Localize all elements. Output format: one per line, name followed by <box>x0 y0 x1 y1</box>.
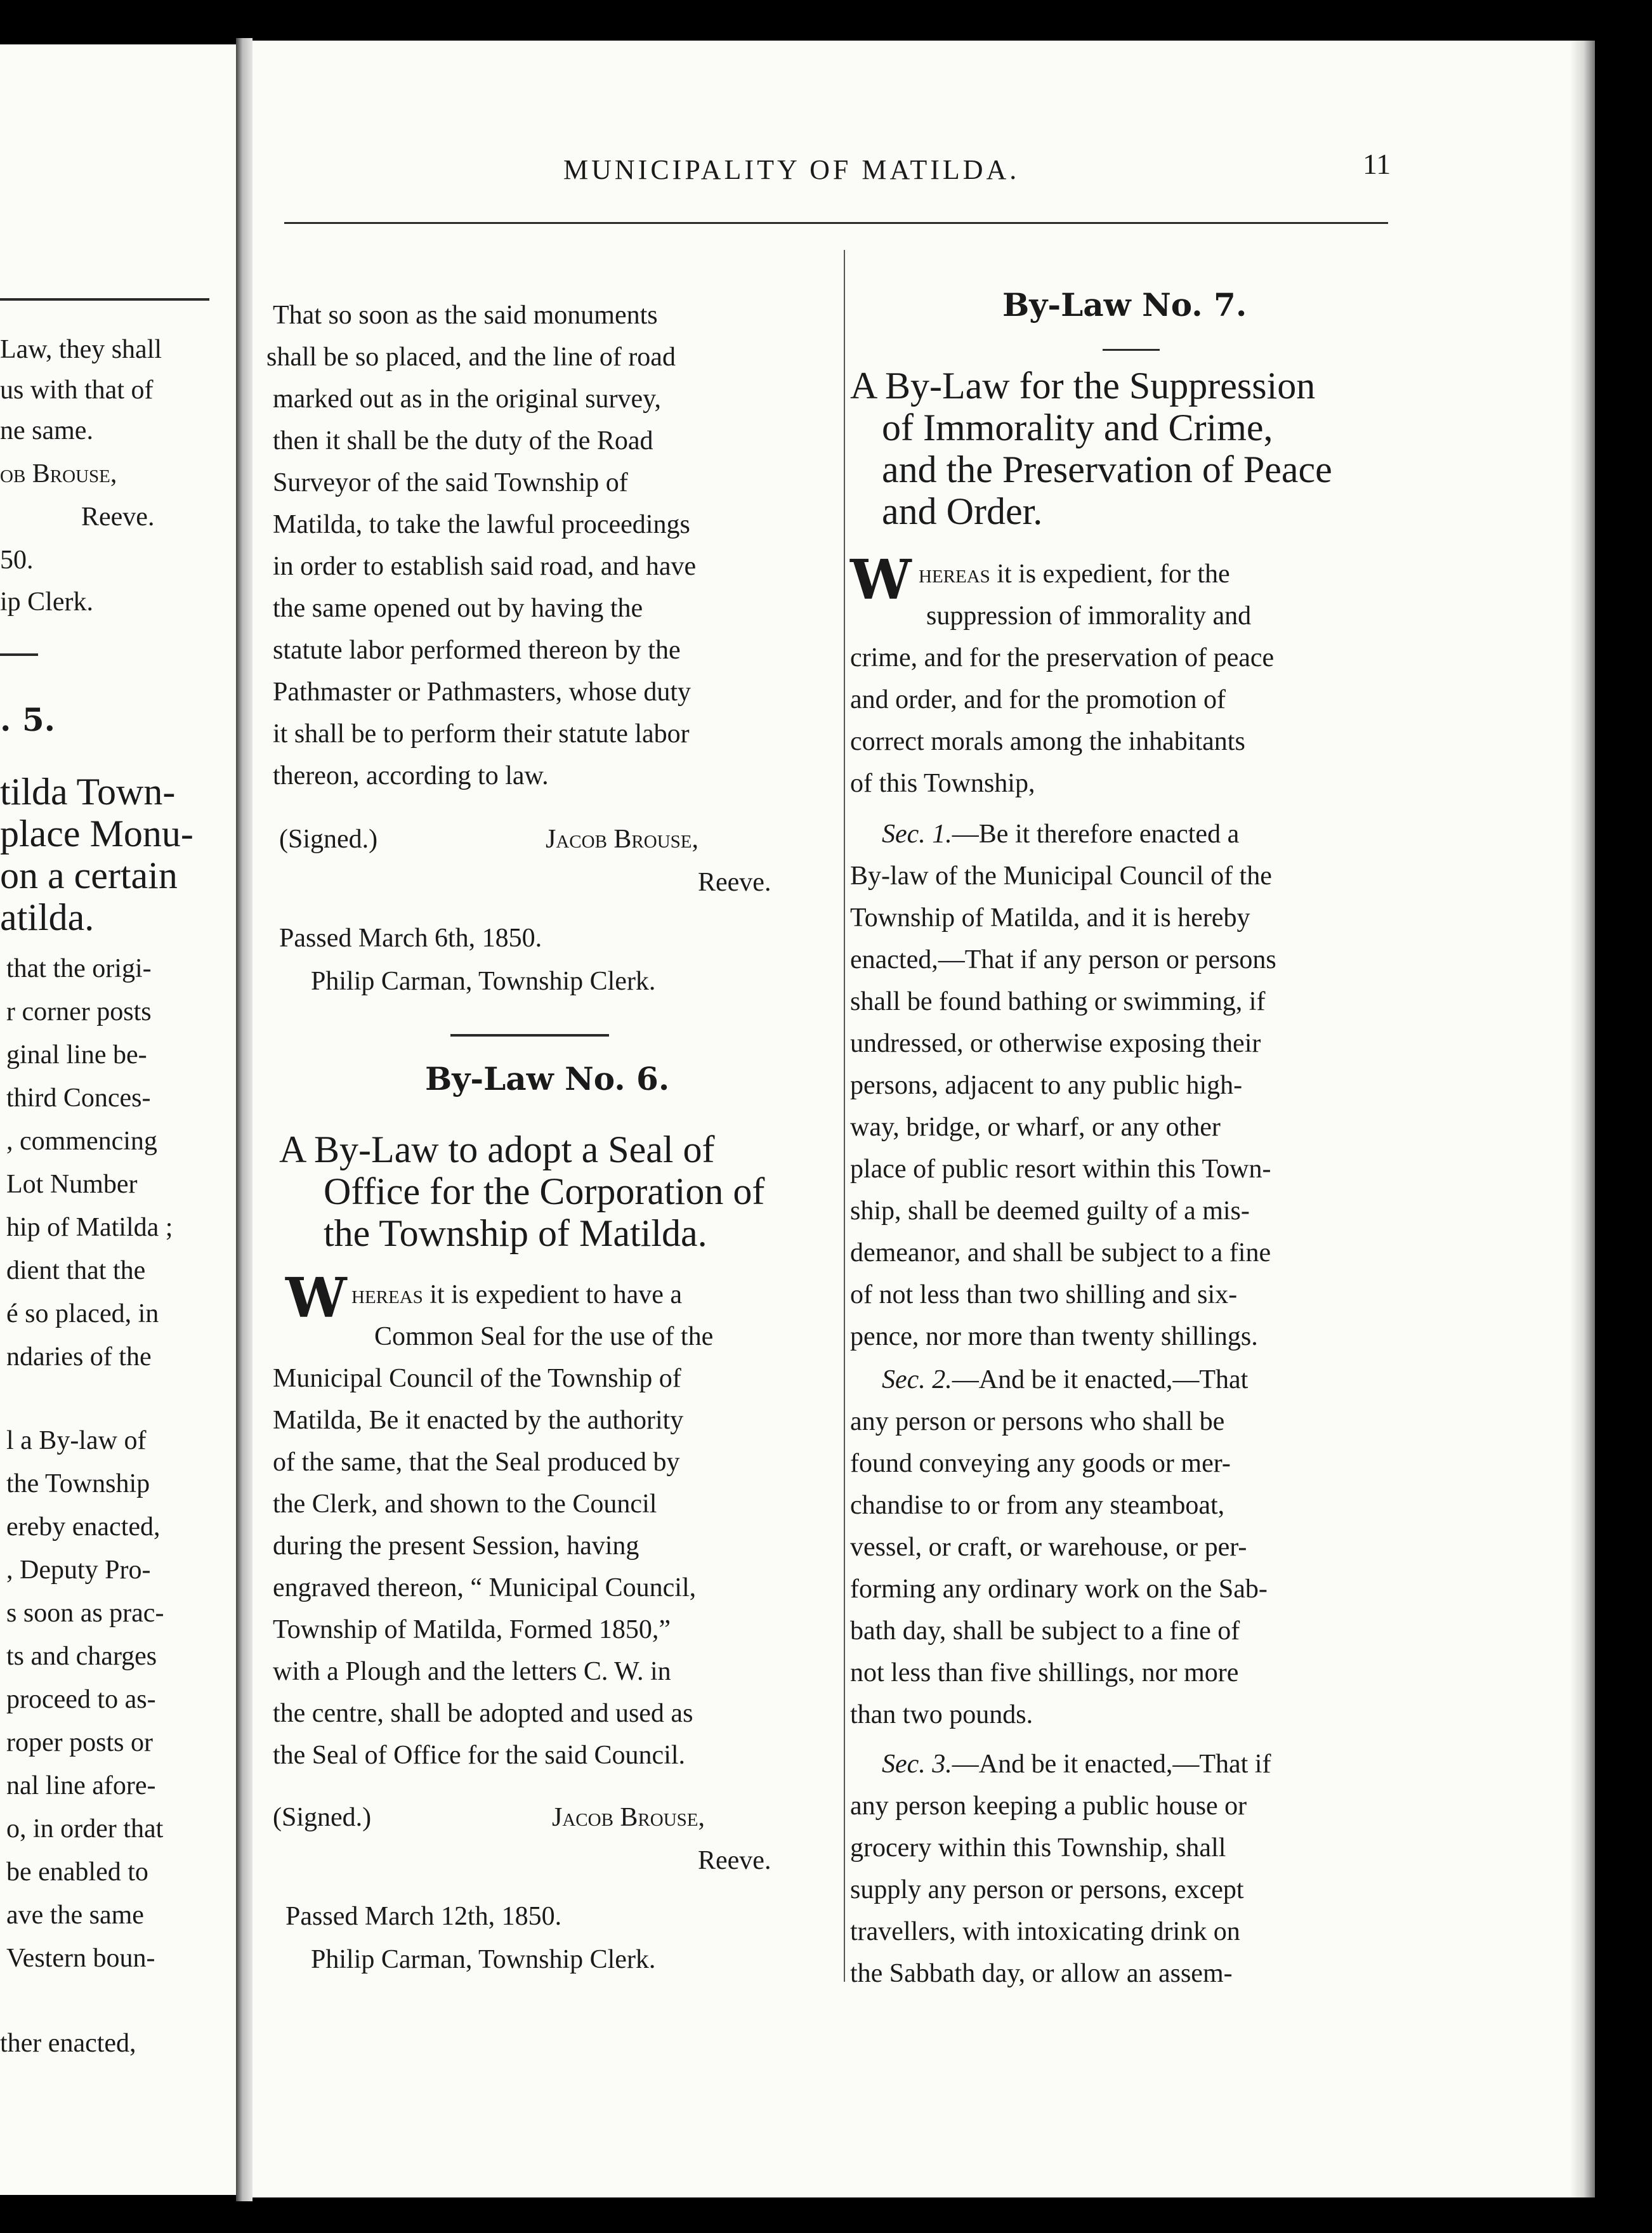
body-line: then it shall be the duty of the Road <box>273 426 653 455</box>
bylaw-7-title-line: A By-Law for the Suppression <box>850 365 1316 407</box>
bylaw-6-title-line: A By-Law to adopt a Seal of <box>279 1129 715 1170</box>
left-line: tilda Town- <box>0 771 176 813</box>
body-line: of the same, that the Seal produced by <box>273 1448 680 1477</box>
body-line: any person keeping a public house or <box>850 1791 1247 1821</box>
left-line: that the origi- <box>6 954 152 983</box>
body-line: By-law of the Municipal Council of the <box>850 861 1272 891</box>
bylaw-6-title-line: the Township of Matilda. <box>324 1212 707 1254</box>
body-line: way, bridge, or wharf, or any other <box>850 1113 1221 1142</box>
section-label: Sec. 2. <box>882 1365 952 1394</box>
bylaw-7-title-line: and Order. <box>882 490 1043 532</box>
left-line: , Deputy Pro- <box>6 1555 151 1585</box>
body-line: the Seal of Office for the said Council. <box>273 1741 686 1770</box>
body-line: enacted,—That if any person or persons <box>850 945 1276 974</box>
body-line: the Sabbath day, or allow an assem- <box>850 1959 1233 1988</box>
running-head: MUNICIPALITY OF MATILDA. <box>563 154 1020 185</box>
body-line: undressed, or otherwise exposing their <box>850 1029 1261 1058</box>
body-line: Matilda, Be it enacted by the authority <box>273 1406 684 1435</box>
body-line: it shall be to perform their statute labor <box>273 719 690 749</box>
left-line: roper posts or <box>6 1728 153 1757</box>
body-line: Township of Matilda, and it is hereby <box>850 903 1250 933</box>
signatory-name: Jacob Brouse, <box>546 825 699 854</box>
left-line: . 5. <box>0 701 56 738</box>
body-line: supply any person or persons, except <box>850 1875 1244 1904</box>
body-line: Matilda, to take the lawful proceedings <box>273 510 690 539</box>
body-line: any person or persons who shall be <box>850 1407 1225 1436</box>
drop-cap: W <box>850 548 912 612</box>
section-rule <box>450 1034 609 1037</box>
body-line: it is expedient to have a <box>423 1280 683 1309</box>
body-line: statute labor performed thereon by the <box>273 636 681 665</box>
left-rule-mid <box>0 653 38 656</box>
signatory-title: Reeve. <box>698 868 771 897</box>
body-line: of not less than two shilling and six- <box>850 1280 1238 1309</box>
body-line: in order to establish said road, and have <box>273 552 697 581</box>
body-line: the Clerk, and shown to the Council <box>273 1490 657 1519</box>
left-line: ob Brouse, <box>0 459 117 488</box>
body-line: grocery within this Township, shall <box>850 1833 1226 1863</box>
left-line: ndaries of the <box>6 1342 152 1372</box>
body-line: the same opened out by having the <box>273 594 643 623</box>
signatory-name: Jacob Brouse, <box>552 1803 705 1832</box>
body-line: with a Plough and the letters C. W. in <box>273 1657 671 1686</box>
body-line: That so soon as the said monuments <box>273 301 658 330</box>
body-line: —And be it enacted,—That if <box>952 1750 1271 1779</box>
left-line: nal line afore- <box>6 1771 156 1800</box>
left-line: r corner posts <box>6 997 152 1026</box>
left-line: atilda. <box>0 896 95 938</box>
bylaw-7-title-line: of Immorality and Crime, <box>882 407 1273 449</box>
left-line: hip of Matilda ; <box>6 1213 173 1242</box>
left-line: o, in order that <box>6 1814 164 1843</box>
bylaw-7-heading: By-Law No. 7. <box>1002 286 1247 324</box>
body-line: travellers, with intoxicating drink on <box>850 1917 1240 1946</box>
left-line: the Township <box>6 1469 150 1498</box>
body-line: —And be it enacted,—That <box>952 1365 1249 1394</box>
signed-label: (Signed.) <box>279 825 378 854</box>
left-line: s soon as prac- <box>6 1599 164 1628</box>
heading-rule <box>1103 349 1160 351</box>
body-line: and order, and for the promotion of <box>850 685 1226 714</box>
left-line: us with that of <box>0 376 154 405</box>
signed-label: (Signed.) <box>273 1803 372 1832</box>
left-line: ther enacted, <box>0 2029 136 2058</box>
body-line: persons, adjacent to any public high- <box>850 1071 1243 1100</box>
body-line: ship, shall be deemed guilty of a mis- <box>850 1196 1250 1226</box>
drop-cap: W <box>285 1266 347 1330</box>
passed-date: Passed March 6th, 1850. <box>279 924 542 953</box>
left-line: proceed to as- <box>6 1685 156 1714</box>
left-line: Vestern boun- <box>6 1944 155 1973</box>
left-line: 50. <box>0 546 34 575</box>
bylaw-6-title-line: Office for the Corporation of <box>324 1170 765 1212</box>
first-word-rest: hereas <box>919 560 990 589</box>
body-line: Surveyor of the said Township of <box>273 468 628 497</box>
body-line: Pathmaster or Pathmasters, whose duty <box>273 678 692 707</box>
body-line: engraved thereon, “ Municipal Council, <box>273 1573 697 1602</box>
body-line: place of public resort within this Town- <box>850 1155 1271 1184</box>
page-number: 11 <box>1363 148 1391 180</box>
clerk-line: Philip Carman, Township Clerk. <box>311 967 656 996</box>
body-line: Municipal Council of the Township of <box>273 1364 681 1393</box>
body-line: thereon, according to law. <box>273 761 549 790</box>
left-line: ave the same <box>6 1901 144 1930</box>
left-line: third Conces- <box>6 1084 151 1113</box>
left-line: on a certain <box>0 855 178 896</box>
left-line: é so placed, in <box>6 1299 159 1328</box>
left-line: Lot Number <box>6 1170 138 1199</box>
body-line: chandise to or from any steamboat, <box>850 1491 1225 1520</box>
column-divider <box>844 250 845 1982</box>
left-line: be enabled to <box>6 1857 148 1887</box>
left-line: ne same. <box>0 416 93 445</box>
body-line: found conveying any goods or mer- <box>850 1449 1231 1478</box>
left-line: dient that the <box>6 1256 146 1285</box>
left-rule-top <box>0 298 209 301</box>
body-line: forming any ordinary work on the Sab- <box>850 1575 1268 1604</box>
body-line: correct morals among the inhabitants <box>850 727 1245 756</box>
clerk-line: Philip Carman, Township Clerk. <box>311 1945 656 1974</box>
left-page-fragment <box>0 44 236 2195</box>
bylaw-7-title-line: and the Preservation of Peace <box>882 449 1332 490</box>
left-line: Law, they shall <box>0 335 162 364</box>
body-line: the centre, shall be adopted and used as <box>273 1699 693 1728</box>
section-label: Sec. 1. <box>882 820 952 849</box>
body-line: crime, and for the preservation of peace <box>850 643 1275 672</box>
body-line: vessel, or craft, or warehouse, or per- <box>850 1533 1247 1562</box>
body-line: marked out as in the original survey, <box>273 384 661 414</box>
body-line: during the present Session, having <box>273 1531 639 1561</box>
left-line: ereby enacted, <box>6 1512 161 1542</box>
first-word-rest: hereas <box>351 1280 423 1309</box>
page-edge <box>1570 41 1595 2197</box>
body-line: shall be so placed, and the line of road <box>266 343 676 372</box>
left-line: ts and charges <box>6 1642 157 1671</box>
book-gutter <box>236 38 252 2201</box>
body-line: shall be found bathing or swimming, if <box>850 987 1266 1016</box>
body-line: of this Township, <box>850 769 1035 798</box>
left-line: ip Clerk. <box>0 587 93 617</box>
left-line: ginal line be- <box>6 1040 147 1070</box>
left-line: place Monu- <box>0 813 193 855</box>
page-11 <box>252 41 1570 2197</box>
left-line: Reeve. <box>81 502 155 532</box>
header-rule <box>284 222 1388 224</box>
section-label: Sec. 3. <box>882 1750 952 1779</box>
left-line: , commencing <box>6 1127 157 1156</box>
bylaw-6-heading: By-Law No. 6. <box>425 1060 670 1097</box>
body-line: Common Seal for the use of the <box>374 1322 714 1351</box>
signatory-title: Reeve. <box>698 1846 771 1875</box>
body-line: not less than five shillings, nor more <box>850 1658 1239 1687</box>
left-line: l a By-law of <box>6 1426 147 1455</box>
body-line: —Be it therefore enacted a <box>952 820 1240 849</box>
body-line: it is expedient, for the <box>990 560 1230 589</box>
body-line: than two pounds. <box>850 1700 1033 1729</box>
body-line: suppression of immorality and <box>926 601 1252 631</box>
body-line: Township of Matilda, Formed 1850,” <box>273 1615 671 1644</box>
body-line: bath day, shall be subject to a fine of <box>850 1616 1240 1646</box>
passed-date: Passed March 12th, 1850. <box>285 1902 562 1931</box>
body-line: demeanor, and shall be subject to a fine <box>850 1238 1271 1267</box>
body-line: pence, nor more than twenty shillings. <box>850 1322 1258 1351</box>
